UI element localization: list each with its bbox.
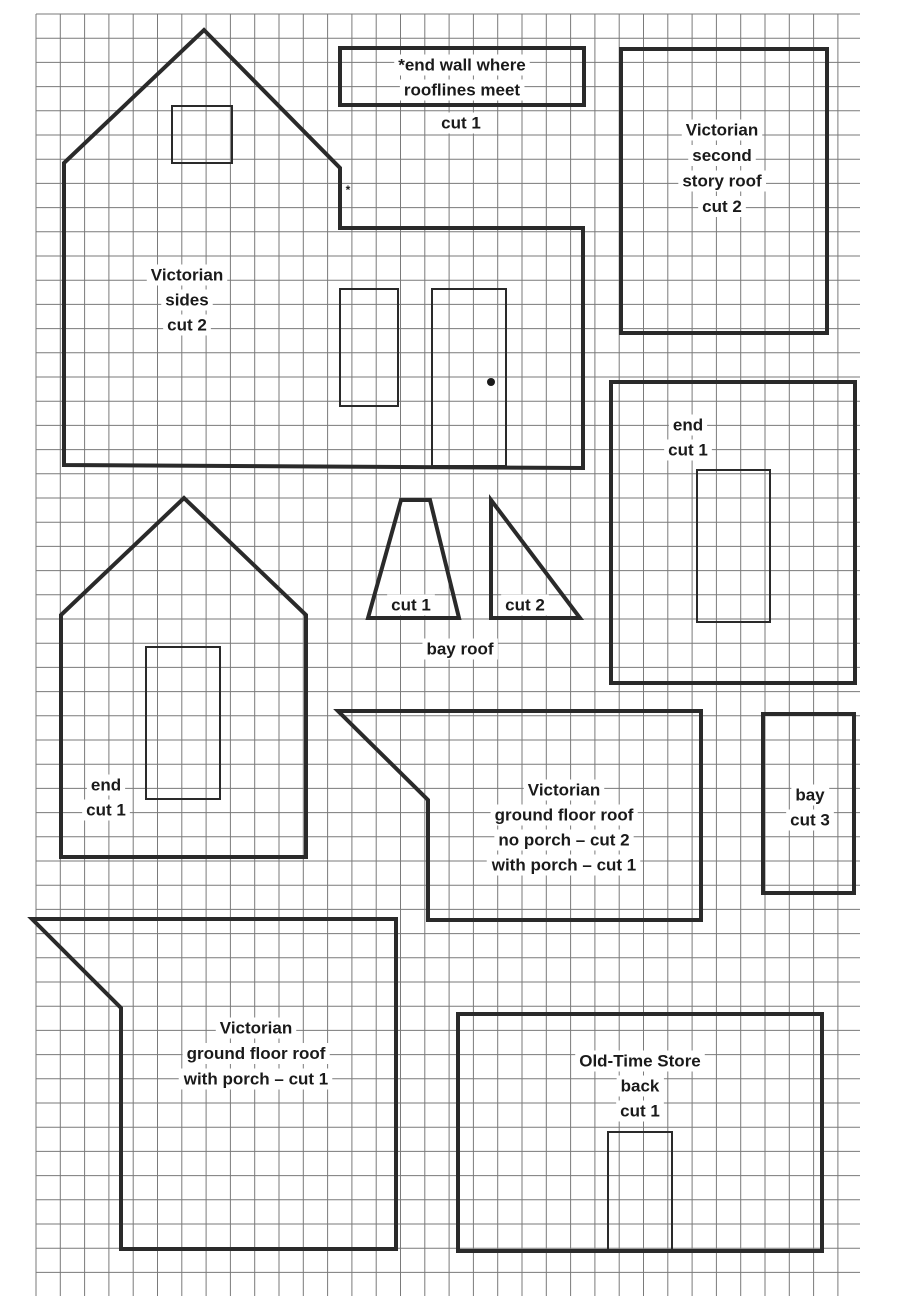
label-line: cut 1 <box>668 440 708 460</box>
label-line: sides <box>165 290 209 310</box>
label-end-left <box>82 775 130 821</box>
label-line: rooflines meet <box>403 80 521 100</box>
label-line: cut 1 <box>441 113 481 133</box>
label-line: back <box>620 1076 660 1096</box>
label-end-wall-rooflines <box>394 55 530 101</box>
label-line: bay roof <box>426 639 494 659</box>
label-end-right <box>664 415 712 461</box>
store-door <box>608 1132 672 1251</box>
label-line: story roof <box>682 171 762 191</box>
label-line: end <box>672 415 704 435</box>
piece-old-time-store-back <box>458 1014 822 1251</box>
label-line: end <box>90 775 122 795</box>
label-bay-roof-triangle <box>501 595 549 616</box>
label-line: ground floor roof <box>494 805 634 825</box>
label-line: *end wall where <box>398 55 526 75</box>
label-line: cut 1 <box>86 800 126 820</box>
label-line: Victorian <box>527 780 601 800</box>
piece-end-right <box>611 382 855 683</box>
label-line: with porch – cut 1 <box>183 1069 329 1089</box>
label-line: cut 2 <box>702 197 742 216</box>
asterisk-mark: * <box>345 183 351 197</box>
label-line: bay <box>795 785 825 805</box>
piece-labels <box>82 55 834 1122</box>
label-line: second <box>692 146 752 165</box>
label-line: ground floor roof <box>186 1044 326 1063</box>
label-line: Victorian <box>150 265 224 285</box>
label-line: cut 3 <box>790 810 830 830</box>
label-ground-floor-roof-a <box>487 780 641 876</box>
label-line: Old-Time Store <box>579 1051 701 1071</box>
label-line: cut 2 <box>167 315 207 335</box>
label-bay-roof-caption <box>422 639 497 660</box>
label-line: with porch – cut 1 <box>491 855 637 875</box>
label-end-wall-rooflines-cut <box>437 113 485 134</box>
label-victorian-second-story-roof <box>678 120 766 218</box>
label-line: Victorian <box>219 1018 293 1038</box>
doorknob <box>487 378 495 386</box>
label-bay-roof-trapezoid <box>387 595 435 616</box>
label-ground-floor-roof-porch <box>179 1018 333 1090</box>
label-line: cut 1 <box>620 1101 660 1121</box>
label-line: Victorian <box>685 120 759 140</box>
label-line: cut 1 <box>391 595 431 615</box>
window-lower <box>340 289 398 406</box>
label-line: no porch – cut 2 <box>498 830 630 850</box>
label-line: cut 2 <box>505 595 545 615</box>
label-bay <box>786 785 834 831</box>
label-victorian-sides <box>147 265 227 336</box>
